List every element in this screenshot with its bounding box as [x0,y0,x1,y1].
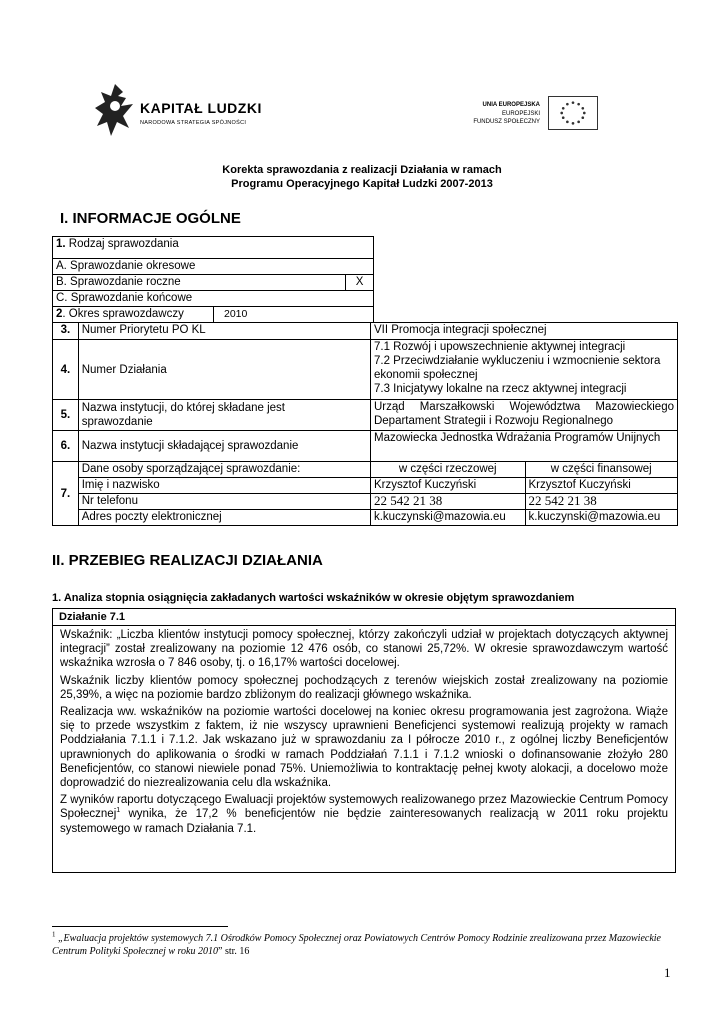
kapital-ludzki-logo-subtitle: NARODOWA STRATEGIA SPÓJNOŚCI [140,120,247,126]
document-title-line: Programu Operacyjnego Kapitał Ludzki 2007-2013 [231,178,493,190]
preparer-email-financial: k.kuczynski@mazowia.eu [525,510,678,526]
row-number: 2 [56,308,63,320]
reporting-period-value: 2010 [213,307,247,323]
eu-flag-icon [548,96,598,130]
submitting-institution-label: Nazwa instytucji składającej sprawozdanie [78,431,370,462]
row-number: 5. [53,400,79,431]
analysis-paragraph: Realizacja ww. wskaźników na poziomie wartości docelowej na koniec okresu programowania jest zagrożona. Wiąże się to przede wszystkim z faktem, iż nie wszyscy uprawnieni Beneficjenci systemowi realizują projekty w ramach Poddziałania 7.1.1 i 7.1.2. Jak wskazano już w sprawozdaniu za I półrocze 2010 r., z ogólnej liczby Beneficjentów uprawnionych do aplikowania o środki w ramach Poddziałań 7.1.1 i 7.1.2 wnioski o dofinansowanie złożyło 280 Beneficjentów, co stanowi niewiele ponad 75%. Uniemożliwia to kontraktację pełnej kwoty alokacji, a docelowo może doprowadzić do niezrealizowania celu dla wskaźnika. [60,706,668,790]
submitting-institution-value: Mazowiecka Jednostka Wdrażania Programów Unijnych [370,431,677,462]
document-title-line: Korekta sprawozdania z realizacji Działania w ramach [222,164,502,176]
priority-number-value: VII Promocja integracji społecznej [370,323,677,340]
preparer-name-financial: Krzysztof Kuczyński [525,478,678,494]
row-number: 1. [56,238,66,250]
preparer-col-material: w części rzeczowej [370,462,525,478]
preparer-name-material: Krzysztof Kuczyński [370,478,525,494]
action-number-values [370,340,677,400]
preparer-header-label: Dane osoby sporządzającej sprawozdanie: [78,462,370,478]
general-info-table [52,322,678,526]
analysis-text: wynika, że 17,2 % beneficjentów nie będzie zainteresowanych realizacją w 2011 roku projektu systemowego w ramach Działania 7.1. [60,808,668,835]
report-type-option-b: B. Sprawozdanie roczne [53,275,346,291]
row-number: 4. [53,340,79,400]
row-label: Rodzaj sprawozdania [68,238,179,250]
report-type-option-a: A. Sprawozdanie okresowe [53,259,374,275]
eu-logo-text [440,101,540,127]
receiving-institution-label: Nazwa instytucji, do której składane jest sprawozdanie [78,400,370,431]
preparer-email-material: k.kuczynski@mazowia.eu [370,510,525,526]
eu-logo-line: UNIA EUROPEJSKA [482,102,540,108]
preparer-col-financial: w części finansowej [525,462,678,478]
action-number-label: Numer Działania [78,340,370,400]
section-2-subheading: 1. Analiza stopnia osiągnięcia zakładanych wartości wskaźników w okresie objętym sprawozdaniem [52,592,575,604]
action-analysis-body [53,626,675,841]
footnote-italic-text: „Ewaluacja projektów systemowych 7.1 Ośrodków Pomocy Społecznej oraz Powiatowych Centrów Pomocy Rodzinie zrealizowana przez Mazowieckie Centrum Polityki Społecznej w roku 2010 [52,933,661,957]
preparer-phone-label: Nr telefonu [78,494,370,510]
analysis-paragraph: Wskaźnik: „Liczba klientów instytucji pomocy społecznej, którzy zakończyli udział w projektach dotyczących aktywnej integracji” został zrealizowany na poziomie 12 476 osób, co stanowi 25,72%. W okresie sprawozdawczym wartość wskaźnika wzrosła o 7 846 osoby, tj. o 16,17% wartości docelowej. [60,629,668,670]
action-analysis-title: Działanie 7.1 [53,609,675,626]
report-type-option-c: C. Sprawozdanie końcowe [53,291,374,307]
preparer-phone-financial: 22 542 21 38 [525,494,678,510]
action-item: 7.1 Rozwój i upowszechnienie aktywnej integracji [373,341,626,353]
analysis-paragraph [60,793,668,836]
row-label: . Okres sprawozdawczy [62,308,184,320]
reporting-period-row [53,307,374,323]
eu-logo-line: FUNDUSZ SPOŁECZNY [473,119,540,125]
preparer-email-label: Adres poczty elektronicznej [78,510,370,526]
footnote-text: ” str. 16 [218,946,250,957]
receiving-institution-value: Urząd Marszałkowski Województwa Mazowieckiego Departament Strategii i Rozwoju Regionalnego [370,400,677,431]
action-item: 7.3 Inicjatywy lokalne na rzecz aktywnej integracji [373,383,627,395]
row-number: 7. [53,462,79,526]
footnote-reference[interactable]: 1 [116,807,121,815]
section-1-heading: I. INFORMACJE OGÓLNE [60,210,241,227]
action-analysis-box [52,608,676,873]
analysis-text: Z wyników raportu dotyczącego Ewaluacji projektów systemowych realizowanego przez Mazowieckie Centrum Pomocy Społecznej [60,794,668,821]
footnote-separator [52,926,228,927]
document-title [0,163,724,191]
section-2-heading: II. PRZEBIEG REALIZACJI DZIAŁANIA [52,552,323,569]
preparer-phone-material: 22 542 21 38 [370,494,525,510]
row-number: 6. [53,431,79,462]
kapital-ludzki-logo-title: KAPITAŁ LUDZKI [140,100,262,116]
report-type-header [53,237,374,259]
report-type-option-b-mark: X [346,275,374,291]
kapital-ludzki-logo-mark [93,82,135,138]
footnote-number: 1 [52,930,56,939]
row-number: 3. [53,323,79,340]
preparer-name-label: Imię i nazwisko [78,478,370,494]
report-type-table [52,236,374,323]
eu-logo-line: EUROPEJSKI [501,110,540,117]
footnote [52,932,682,958]
analysis-paragraph: Wskaźnik liczby klientów pomocy społecznej pochodzących z terenów wiejskich został zrealizowany na poziomie 25,39%, a więc na poziomie bardzo zbliżonym do realizacji głównego wskaźnika. [60,674,668,701]
priority-number-label: Numer Priorytetu PO KL [78,323,370,340]
page-number: 1 [664,965,671,980]
action-item: 7.2 Przeciwdziałanie wykluczeniu i wzmocnienie sektora ekonomii społecznej [373,355,661,381]
